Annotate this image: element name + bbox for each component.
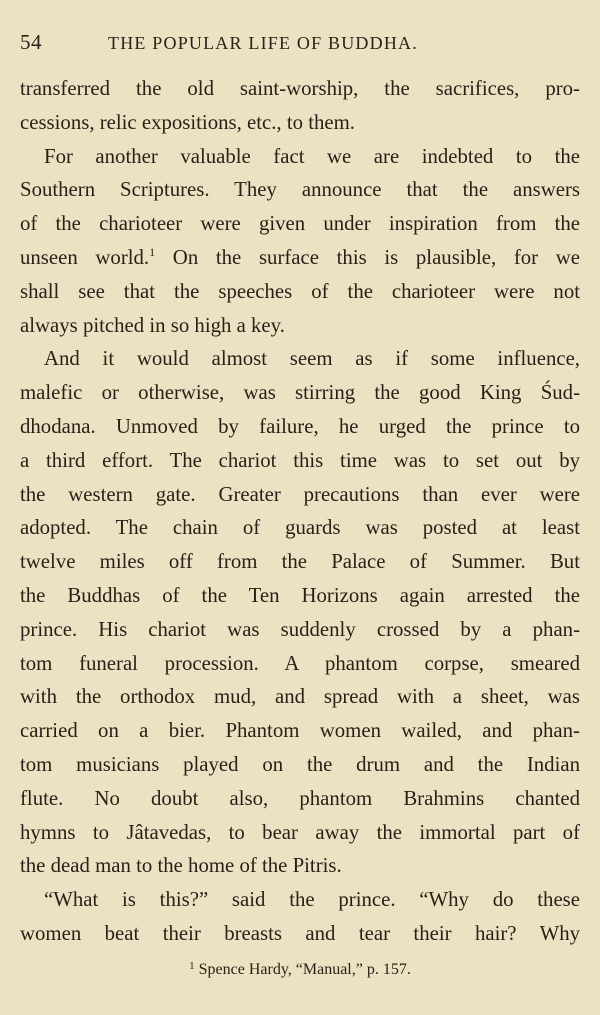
running-head: THE POPULAR LIFE OF BUDDHA. bbox=[108, 33, 418, 53]
text-line: the dead man to the home of the Pitris. bbox=[20, 854, 342, 878]
text-line: tom musicians played on the drum and the Indian bbox=[20, 752, 580, 776]
text-line: carried on a bier. Phantom women wailed, and phan- bbox=[20, 719, 580, 743]
text-line: always pitched in so high a key. bbox=[20, 313, 285, 337]
text-line: adopted. The chain of guards was posted at least bbox=[20, 516, 580, 540]
text-line: cessions, relic expositions, etc., to them. bbox=[20, 110, 355, 134]
footnote-text: Spence Hardy, “Manual,” p. 157. bbox=[198, 961, 411, 978]
text-line: malefic or otherwise, was stirring the good King Śud- bbox=[20, 381, 580, 405]
text-line: tom funeral procession. A phantom corpse, smeared bbox=[20, 651, 580, 675]
text-line: the western gate. Greater precautions than ever were bbox=[20, 482, 580, 506]
text-line: dhodana. Unmoved by failure, he urged the prince to bbox=[20, 414, 580, 438]
text-line: flute. No doubt also, phantom Brahmins chanted bbox=[20, 786, 580, 810]
text-line: transferred the old saint-worship, the sacrifices, pro- bbox=[20, 77, 580, 100]
text-line-part: On the surface this is plausible, for we bbox=[155, 245, 581, 269]
text-line: And it would almost seem as if some influence, bbox=[44, 347, 580, 371]
page-number: 54 bbox=[20, 30, 42, 54]
text-line: with the orthodox mud, and spread with a sheet, was bbox=[20, 685, 580, 709]
text-line: “What is this?” said the prince. “Why do these bbox=[44, 888, 580, 912]
text-line: twelve miles off from the Palace of Summer. But bbox=[20, 550, 580, 574]
footnote-marker: 1 bbox=[189, 960, 195, 972]
text-line: For another valuable fact we are indebted to the bbox=[44, 144, 580, 168]
footnote bbox=[0, 960, 600, 979]
text-line: hymns to Jâtavedas, to bear away the immortal part of bbox=[20, 820, 580, 844]
body-text bbox=[20, 72, 580, 951]
text-line: the Buddhas of the Ten Horizons again arrested the bbox=[20, 583, 580, 607]
page-header bbox=[20, 30, 580, 60]
text-line: shall see that the speeches of the charioteer were not bbox=[20, 279, 580, 303]
text-line bbox=[20, 241, 580, 275]
text-line: of the charioteer were given under inspiration from the bbox=[20, 212, 580, 236]
text-line: Southern Scriptures. They announce that the answers bbox=[20, 178, 580, 202]
footnote-reference: 1 bbox=[149, 244, 156, 259]
text-line: prince. His chariot was suddenly crossed by a phan- bbox=[20, 617, 580, 641]
text-line: women beat their breasts and tear their hair? Why bbox=[20, 921, 580, 945]
text-line: a third effort. The chariot this time was to set out by bbox=[20, 448, 580, 472]
text-line-part: unseen world. bbox=[20, 245, 150, 269]
